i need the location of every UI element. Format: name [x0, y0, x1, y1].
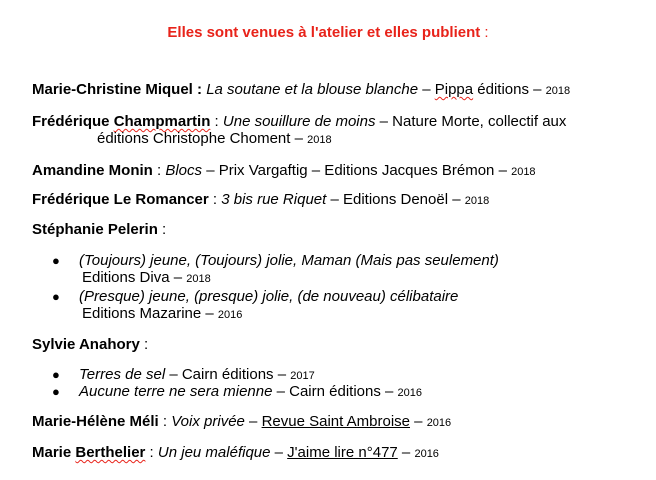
bullet-icon: ● [52, 253, 60, 268]
work-title: 3 bis rue Riquet [221, 191, 327, 208]
publisher-link[interactable]: J'aime lire n°477 [287, 444, 398, 461]
year: 2018 [186, 273, 211, 285]
entry-berthelier [32, 444, 644, 463]
separator: – [418, 81, 435, 98]
year: 2016 [397, 387, 423, 399]
year: 2018 [511, 166, 536, 178]
bullet-icon: ● [52, 384, 60, 399]
separator: – [410, 413, 427, 430]
entry-le-romancer [32, 191, 644, 210]
publisher-line: éditions Christophe Choment – [97, 130, 308, 147]
entry-rest: – Nature Morte, collectif aux [375, 113, 567, 130]
publisher-rest: éditions – [473, 81, 546, 98]
publisher-line [82, 269, 211, 288]
work-title: (Toujours) jeune, (Toujours) jolie, Maman (Mais pas seulement) [79, 252, 499, 269]
bullet-icon: ● [52, 367, 60, 382]
separator: – [270, 444, 288, 461]
title-text: Elles sont venues à l'atelier et elles publient [167, 24, 481, 41]
separator: – [244, 413, 262, 430]
colon: : [145, 444, 158, 461]
year: 2018 [464, 195, 490, 207]
entry-rest: – Cairn éditions – [272, 383, 398, 400]
work-title: Aucune terre ne sera mienne [79, 383, 273, 400]
page-title [0, 24, 656, 41]
year: 2017 [290, 370, 315, 382]
work-title: Une souillure de moins [222, 113, 376, 130]
year: 2018 [307, 134, 332, 146]
publisher-name: Pippa [434, 81, 474, 98]
author-name: Marie-Christine Miquel : [32, 81, 203, 98]
colon: : [208, 191, 222, 208]
year: 2016 [217, 309, 243, 321]
work-title: (Presque) jeune, (presque) jolie, (de nouveau) célibataire [79, 288, 459, 305]
colon: : [157, 221, 167, 238]
author-last-name: Berthelier [75, 444, 146, 461]
entry-champmartin-line2 [97, 130, 332, 149]
entry-rest: – Prix Vargaftig – Editions Jacques Brémon – [202, 162, 512, 179]
year: 2016 [414, 448, 439, 460]
publisher-name: Editions Mazarine – [82, 305, 218, 322]
entry-monin [32, 162, 644, 181]
entry-anahory [32, 336, 644, 353]
author-name: Amandine Monin [32, 162, 153, 179]
colon: : [210, 113, 223, 130]
work-title: Blocs [165, 162, 203, 179]
entry-meli [32, 413, 644, 432]
work-title: La soutane et la blouse blanche [206, 81, 419, 98]
entry-rest: – Cairn éditions – [165, 366, 291, 383]
publisher-line [82, 305, 242, 324]
colon: : [152, 162, 166, 179]
list-item-text [79, 383, 422, 402]
author-name: Frédérique Le Romancer [32, 191, 209, 208]
author-name: Marie-Hélène Méli [32, 413, 159, 430]
work-title: Un jeu maléfique [157, 444, 271, 461]
colon: : [158, 413, 172, 430]
author-name: Sylvie Anahory [32, 336, 140, 353]
publisher-link[interactable]: Revue Saint Ambroise [261, 413, 410, 430]
work-title: Voix privée [171, 413, 245, 430]
author-first-name: Frédérique [32, 113, 114, 130]
author-first-name: Marie [32, 444, 76, 461]
year: 2018 [545, 85, 571, 97]
author-name: Stéphanie Pelerin [32, 221, 158, 238]
separator: – [397, 444, 415, 461]
author-last-name: Champmartin [113, 113, 211, 130]
work-title: Terres de sel [79, 366, 166, 383]
colon: : [139, 336, 149, 353]
year: 2016 [426, 417, 452, 429]
entry-pelerin [32, 221, 644, 238]
publisher-name: Editions Diva – [82, 269, 187, 286]
entry-miquel [32, 81, 644, 100]
entry-rest: – Editions Denoël – [326, 191, 465, 208]
title-colon: : [480, 24, 489, 41]
entry-champmartin [32, 113, 644, 130]
bullet-icon: ● [52, 289, 60, 304]
